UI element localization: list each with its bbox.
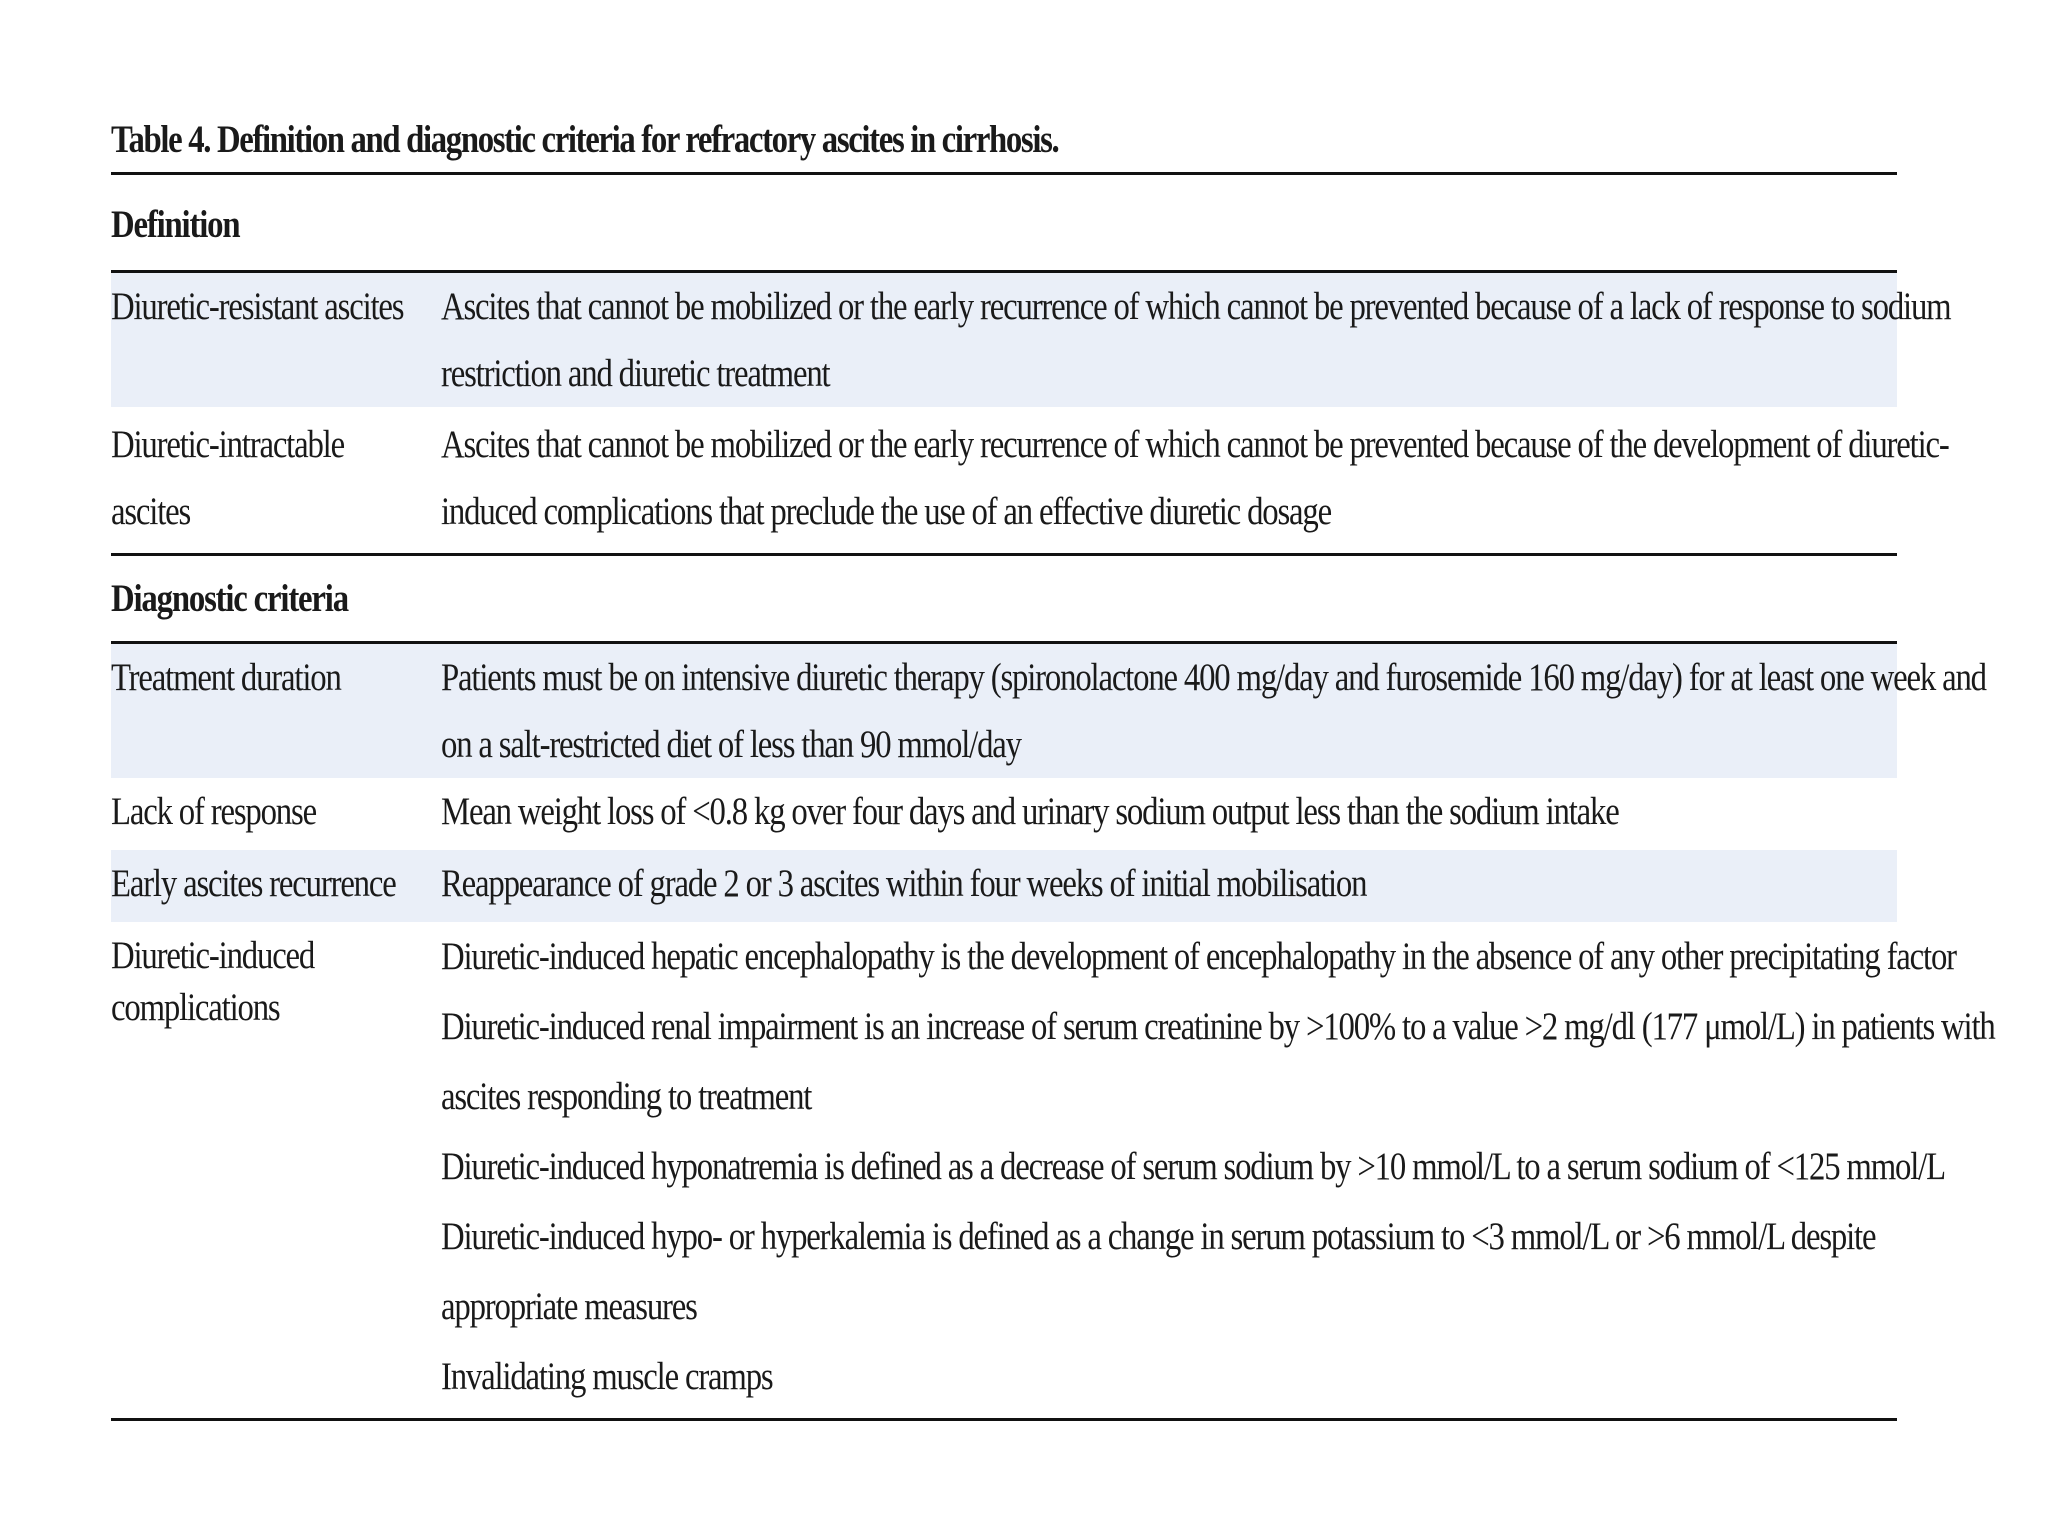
row-description-line: Ascites that cannot be mobilized or the early recurrence of which cannot be prevented because of the development of diuretic- (441, 423, 1949, 466)
row-description-line: Reappearance of grade 2 or 3 ascites within four weeks of initial mobilisation (441, 862, 1367, 905)
row-description-line: Diuretic-induced hepatic encephalopathy is the development of encephalopathy in the absence of any other precipitating factor (441, 935, 1956, 978)
row-label (111, 644, 441, 778)
row-description-line: Ascites that cannot be mobilized or the early recurrence of which cannot be prevented because of a lack of response to sodium (441, 285, 1951, 328)
row-label-line: Lack of response (111, 790, 316, 833)
row-description-line: induced complications that preclude the use of an effective diuretic dosage (441, 490, 1331, 533)
row-description (441, 411, 2048, 545)
row-label-line: Diuretic-induced (111, 934, 315, 977)
row-label (111, 922, 441, 1412)
row-description (441, 644, 2048, 778)
row-label-line: Diuretic-resistant ascites (111, 285, 404, 328)
row-description (441, 273, 2048, 407)
section-heading-definition: Definition (111, 203, 240, 246)
row-description-line: Diuretic-induced renal impairment is an increase of serum creatinine by >100% to a value >2 mg/dl (177 μmol/L) in patients with (441, 1005, 1995, 1048)
row-label-line: Diuretic-intractable (111, 423, 344, 466)
table-title: Table 4. Definition and diagnostic criteria for refractory ascites in cirrhosis. (111, 118, 1059, 161)
row-label (111, 411, 441, 545)
table-row (111, 407, 1949, 545)
bottom-rule (111, 1418, 1897, 1421)
row-label (111, 850, 441, 922)
row-description-line: Invalidating muscle cramps (441, 1355, 773, 1398)
row-description (441, 850, 1897, 922)
table-row (111, 644, 1986, 778)
row-description-line: appropriate measures (441, 1285, 697, 1328)
row-description-line: Patients must be on intensive diuretic therapy (spironolactone 400 mg/day and furosemide 160 mg/day) for at least one week and (441, 656, 1986, 699)
row-description (441, 778, 1897, 850)
row-description-line: Mean weight loss of <0.8 kg over four days and urinary sodium output less than the sodium intake (441, 790, 1619, 833)
row-label-line: Treatment duration (111, 656, 341, 699)
table-row (111, 850, 1897, 922)
row-label-line: complications (111, 986, 280, 1029)
table-row (111, 778, 1897, 850)
row-label (111, 273, 441, 407)
row-label (111, 778, 441, 850)
row-description-line: on a salt-restricted diet of less than 90 mmol/day (441, 723, 1021, 766)
row-label-line: ascites (111, 490, 191, 533)
table-row (111, 922, 1995, 1418)
row-description-line: restriction and diuretic treatment (441, 352, 830, 395)
refractory-ascites-table (111, 108, 1995, 1421)
row-description-line: Diuretic-induced hyponatremia is defined as a decrease of serum sodium by >10 mmol/L to a serum sodium of <125 mmol/L (441, 1145, 1945, 1188)
row-label-line: Early ascites recurrence (111, 862, 396, 905)
row-description-line: ascites responding to treatment (441, 1075, 812, 1118)
row-description (441, 922, 2048, 1412)
section-heading-diagnostic-criteria: Diagnostic criteria (111, 577, 348, 620)
table-row (111, 273, 1951, 407)
row-description-line: Diuretic-induced hypo- or hyperkalemia is defined as a change in serum potassium to <3 mmol/L or >6 mmol/L despite (441, 1215, 1876, 1258)
